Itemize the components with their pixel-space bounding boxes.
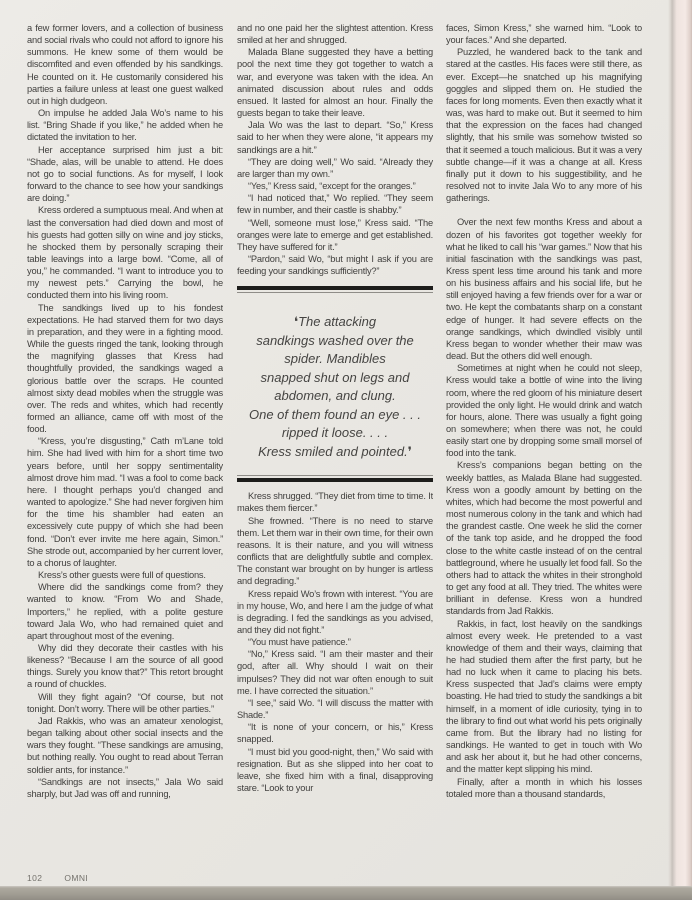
column2-top-text (237, 22, 433, 277)
paragraph: “Yes,” Kress said, “except for the oranges.” (248, 181, 416, 192)
paragraph: Her acceptance surprised him just a bit: “Shade, alas, will be unable to attend. He does not go to social functions. As for myself, I look forward to the chance to see how your sandkings are doing.” (27, 144, 223, 204)
page-edge-bottom (0, 886, 692, 900)
paragraph: The sandkings lived up to his fondest expectations. He had starved them for two days in preparation, and they were in a fighting mood. While the guests ringed the tank, looking through the magnifying glasses that Kress had thoughtfully provided, the sandkings waged a glorious battle over the scraps. He counted almost sixty dead mobiles when the struggle was over. The reds and whites, which had recently formed an alliance, came off with most of the food. (27, 302, 223, 435)
paragraph: “It is none of your concern, or his,” Kress snapped. (237, 722, 433, 745)
paragraph: Jala Wo was the last to depart. “So,” Kress said to her when they were alone, “it appears my sandkings are a hit.” (237, 120, 433, 155)
paragraph: Rakkis, in fact, lost heavily on the sandkings almost every week. He pretended to a vast knowledge of them and their ways, claiming that he had studied them after the first party, but he had no luck when it came to placing his bets. Kress suspected that Jad’s claims were empty boasting. He had tried to study the sandkings a bit himself, in a moment of idle curiosity, tying in to the library to find out what world his pets originally came from. But the library had no listing for sandkings. He wanted to get in touch with Wo and ask her about it, but he had other concerns, and the matter kept slipping his mind. (446, 618, 642, 775)
page-footer (27, 873, 88, 883)
paragraph: Finally, after a month in which his losses totaled more than a thousand standards, (446, 776, 642, 799)
pull-quote (237, 286, 433, 482)
magazine-name: OMNI (64, 873, 89, 883)
rule-thick-bar (237, 478, 433, 482)
paragraph: “Kress, you’re disgusting,” Cath m’Lane told him. She had lived with him for a short time two years before, until her soppy sentimentality almost drove him mad. “I was a fool to come back here. I thought perhaps you’d changed and wanted to apologize.” She had never forgiven him for the time his shambler had eaten an excessively cute puppy of which she had been fond. “Don’t ever invite me here again, Simon.” She strode out, accompanied by her current lover, to a chorus of laughter. (27, 436, 223, 568)
paragraph: Kress shrugged. “They diet from time to time. It makes them fiercer.” (237, 491, 433, 514)
paragraph: a few former lovers, and a collection of business and social rivals who could not afford to ignore his summons. He knew some of them would be discomfited and even offended by his sandkings. He counted on it. He customarily considered his parties a failure unless at least one guest walked out in high dudgeon. (27, 23, 223, 106)
pull-quote-line: snapped shut on legs and (260, 369, 410, 385)
paragraph: Kress’s companions began betting on the weekly battles, as Malada Blane had suggested. Kress won a goodly amount by betting on the whites, which had become the most powerful and most numerous colony in the tank and which had the grandest castle. One week he slid the corner of the tank top aside, and he dropped the food close to the white castle instead of on the central battleground, where he usually let food fall. So the others had to attack the whites in their stronghold to get any food at all. They tried. The whites were brilliant in defense. Kress won a hundred standards from Jad Rakkis. (446, 460, 642, 617)
paragraph: “I see,” said Wo. “I will discuss the matter with Shade.” (237, 697, 433, 721)
page-edge-right (668, 0, 692, 900)
rule-thin-line (237, 475, 433, 476)
text-column-3 (446, 22, 642, 880)
page-number: 102 (27, 873, 43, 883)
paragraph: Over the next few months Kress and about a dozen of his favorites got together weekly for what he liked to call his “war games.” Now that his initial fascination with the sandkings was past, Kress spent less time around his tank and more on his business affairs and his social life, but he still enjoyed having a few friends over for a war or two. He kept the combatants sharp on a constant edge of hunger. It had severe effects on the orange sandkings, which dwindled visibly until Kress began to wonder whether their maw was dead. But the others did well enough. (446, 217, 642, 362)
pull-quote-line: ❛The attacking (293, 314, 377, 330)
rule-thick-bar (237, 286, 433, 290)
paragraph: “Well, someone must lose,” Kress said. “The oranges were late to emerge and get established. They have suffered for it.” (237, 217, 433, 252)
paragraph: Malada Blane suggested they have a betting pool the next time they got together to watch a war, and everyone was taken with the idea. An animated discussion about rules and odds ensued. It lasted for almost an hour. Finally the guests began to take their leave. (237, 47, 433, 119)
paragraph: Jad Rakkis, who was an amateur xenologist, began talking about other social insects and the wars they fought. “These sandkings are amusing, but nothing really. You ought to read about Terran soldier ants, for instance.” (27, 715, 223, 775)
text-column-2 (237, 22, 433, 880)
pull-quote-line: spider. Mandibles (284, 351, 386, 367)
paragraph: Will they fight again? “Of course, but not tonight. Don’t worry. There will be other parties.” (27, 691, 223, 714)
pull-quote-line: abdomen, and clung. (274, 388, 396, 404)
paragraph: Kress’s other guests were full of questions. (38, 570, 206, 581)
column2-bottom-text (237, 490, 433, 794)
paragraph: Puzzled, he wandered back to the tank and stared at the castles. His faces were still there, as ever. Except—he snatched up his magnifying goggles and slipped them on. He studied the faces for long moments. Even then exactly what it was, was hard to make out. But it seemed to him that the expression on the faces had changed slightly, that his smile was somehow twisted so that it seemed a touch malicious. But it was a very subtle change—if it was a change at all. Kress finally put it down to his suggestibility, and he resolved not to invite Jala Wo to any more of his gatherings. (446, 47, 642, 204)
pull-quote-line: ripped it loose. . . . (281, 425, 389, 441)
pull-quote-text (237, 293, 433, 475)
paragraph: “No,” Kress said. “I am their master and their god, after all. Why should I wait on their impulses? They did not war often enough to suit me. I have corrected the situation.” (237, 649, 433, 696)
pull-quote-line: One of them found an eye . . . (249, 406, 421, 422)
paragraph: Where did the sandkings come from? they wanted to know. “From Wo and Shade, Importers,” he replied, with a polite gesture toward Jala Wo, who had remained quiet and apart throughout most of the evening. (27, 582, 223, 641)
paragraph: She frowned. “There is no need to starve them. Let them war in their own time, for their own reasons. It is their nature, and you will witness conflicts that are delightfully subtle and complex. The constant war brought on by hunger is artless and degrading.” (237, 515, 433, 587)
paragraph: Why did they decorate their castles with his likeness? “Because I am the source of all good things. Surely you know that?” This retort brought a round of chuckles. (27, 642, 223, 690)
paragraph: Kress ordered a sumptuous meal. And when at last the conversation had died down and most of his guests had gotten silly on wine and joy sticks, he shocked them by personally scraping their table leavings into a large bowl. “Come, all of you,” he commanded. “I want to introduce you to my newest pets.” Carrying the bowl, he conducted them into his living room. (27, 205, 223, 301)
paragraph: “I had noticed that,” Wo replied. “They seem few in number, and their castle is shabby.” (237, 193, 433, 216)
paragraph: “Pardon,” said Wo, “but might I ask if you are feeding your sandkings sufficiently?” (237, 253, 433, 277)
paragraph: “I must bid you good-night, then,” Wo said with resignation. But as she slipped into her coat to leave, she fixed him with a final, disapproving stare. “Look to your (237, 746, 433, 794)
paragraph: “You must have patience.” (248, 637, 351, 648)
pull-quote-line: Kress smiled and pointed.❜ (258, 443, 412, 459)
paragraph: “They are doing well,” Wo said. “Already they are larger than my own.” (237, 156, 433, 179)
paragraph: “Sandkings are not insects,” Jala Wo said sharply, but Jad was off and running, (27, 776, 223, 799)
paragraph: Kress repaid Wo’s frown with interest. “You are in my house, Wo, and here I am the judge of what is degrading. I fed the sandkings as you advised, and they did not fight.” (237, 588, 433, 635)
paragraph: On impulse he added Jala Wo’s name to his list. “Bring Shade if you like,” he added when he dictated the invitation to her. (27, 108, 223, 143)
paragraph: and no one paid her the slightest attention. Kress smiled at her and shrugged. (237, 23, 433, 46)
text-column-1 (27, 22, 223, 880)
paragraph: Sometimes at night when he could not sleep, Kress would take a bottle of wine into the living room, where the red gloom of his miniature desert provided the only light. He would drink and watch for hours, alone. There was usually a fight going on somewhere; when there was not, he could easily start one by dropping some small morsel of food into the tank. (446, 363, 642, 459)
pull-quote-line: sandkings washed over the (256, 332, 414, 348)
pull-quote-bottom-rule (237, 475, 433, 482)
paragraph: faces, Simon Kress,” she warned him. “Look to your faces.” And she departed. (446, 23, 642, 46)
pull-quote-top-rule (237, 286, 433, 293)
